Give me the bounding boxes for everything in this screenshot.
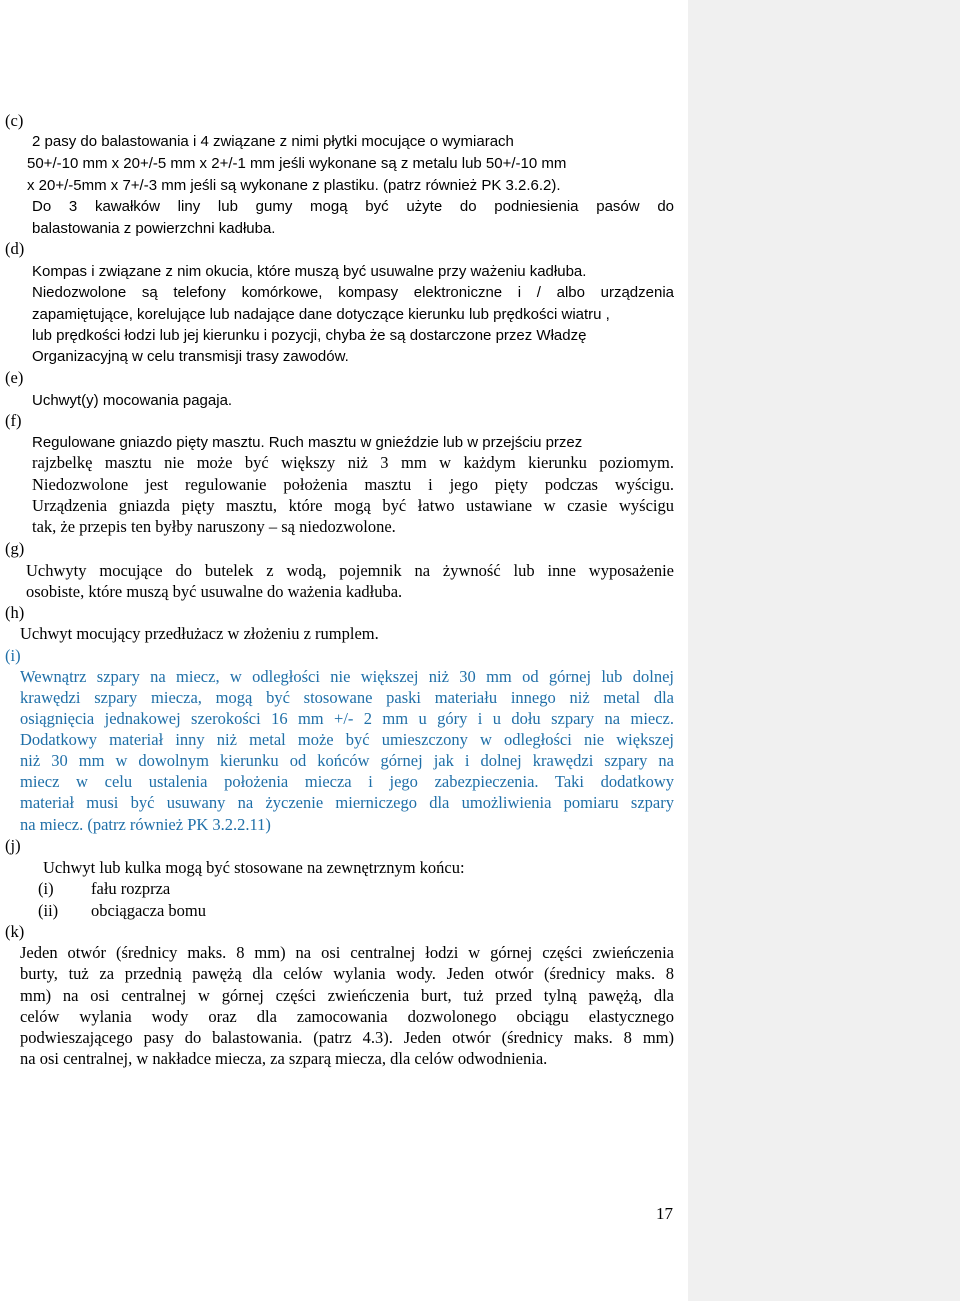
item-label-c: (c) [5,111,24,130]
item-label-i: (i) [5,646,21,665]
item-i-line: Dodatkowy materiał inny niż metal może być umieszczony w odległości nie większej [20,730,674,749]
item-d-line: Kompas i związane z nim okucia, które muszą być usuwalne przy ważeniu kadłuba. [32,263,587,280]
item-i-line: niż 30 mm w dowolnym kierunku od końców górnej jak i dolnej krawędzi szpary na [20,751,674,770]
item-c-line: 50+/-10 mm x 20+/-5 mm x 2+/-1 mm jeśli wykonane są z metalu lub 50+/-10 mm [27,155,567,172]
item-j-intro: Uchwyt lub kulka mogą być stosowane na zewnętrznym końcu: [43,858,465,877]
item-c-line: 2 pasy do balastowania i 4 związane z nimi płytki mocujące o wymiarach [32,133,514,150]
comment-margin-pane [688,0,960,1301]
sub-item-text: obciągacza bomu [91,901,206,920]
item-i-line: Wewnątrz szpary na miecz, w odległości nie większej niż 30 mm od górnej lub dolnej [20,667,674,686]
item-label-d: (d) [5,239,25,258]
item-i-line: osiągnięcia jednakowej szerokości 16 mm +/- 2 mm u góry i u dołu szpary na miecz. [20,709,674,728]
item-f-line: rajzbelkę masztu nie może być większy niż 3 mm w każdym kierunku poziomym. [32,453,674,472]
page-number: 17 [656,1204,673,1223]
item-k-line: mm) na osi centralnej w górnej części zwieńczenia burt, tuż przed tylną pawężą, dla [20,986,674,1005]
item-label-g: (g) [5,539,25,558]
item-i-line: krawędzi szpary miecza, mogą być stosowane paski materiału innego niż metal dla [20,688,674,707]
item-i-line: miecz w celu ustalenia położenia miecza i jego zabezpieczenia. Taki dodatkowy [20,772,674,791]
item-label-k: (k) [5,922,25,941]
item-d-line: Organizacyjną w celu transmisji trasy zawodów. [32,348,349,365]
item-k-line: burty, tuż za przednią pawężą dla celów wylania wody. Jeden otwór (średnicy maks. 8 [20,964,674,983]
item-f-line: tak, że przepis ten byłby naruszony – są niedozwolone. [32,517,396,536]
item-c-line: balastowania z powierzchni kadłuba. [32,220,276,237]
sub-item-number: (i) [38,879,54,898]
item-f-line: Regulowane gniazdo pięty masztu. Ruch masztu w gnieździe lub w przejściu przez [32,434,583,451]
item-label-h: (h) [5,603,25,622]
item-k-line: celów wylania wody oraz dla zamocowania dozwolonego obciągu elastycznego [20,1007,674,1026]
item-label-e: (e) [5,368,24,387]
sub-item-number: (ii) [38,901,59,920]
sub-item-text: fału rozprza [91,879,171,898]
item-i-line: na miecz. (patrz również PK 3.2.2.11) [20,815,271,834]
item-g-line: osobiste, które muszą być usuwalne do ważenia kadłuba. [26,582,403,601]
item-label-j: (j) [5,836,21,855]
item-e-line: Uchwyt(y) mocowania pagaja. [32,392,233,409]
item-d-line: lub prędkości łodzi lub jej kierunku i pozycji, chyba że są dostarczone przez Władzę [32,327,587,344]
item-f-line: Niedozwolone jest regulowanie położenia masztu i jego pięty podczas wyścigu. [32,475,674,494]
item-k-line: na osi centralnej, w nakładce miecza, za szparą miecza, dla celów odwodnienia. [20,1049,548,1068]
item-label-f: (f) [5,411,22,430]
item-k-line: podwieszającego pasy do balastowania. (patrz 4.3). Jeden otwór (średnicy maks. 8 mm) [20,1028,674,1047]
item-d-line: Niedozwolone są telefony komórkowe, kompasy elektroniczne i / albo urządzenia [32,284,674,301]
item-c-line: x 20+/-5mm x 7+/-3 mm jeśli są wykonane z plastiku. (patrz również PK 3.2.6.2). [27,177,561,194]
item-h-line: Uchwyt mocujący przedłużacz w złożeniu z rumplem. [20,624,379,643]
item-k-line: Jeden otwór (średnicy maks. 8 mm) na osi centralnej łodzi w górnej części zwieńczenia [20,943,674,962]
item-d-line: zapamiętujące, korelujące lub nadające dane dotyczące kierunku lub prędkości wiatru , [32,306,610,323]
item-g-line: Uchwyty mocujące do butelek z wodą, pojemnik na żywność lub inne wyposażenie [26,561,674,580]
item-c-line: Do 3 kawałków liny lub gumy mogą być użyte do podniesienia pasów do [32,198,674,215]
item-f-line: Urządzenia gniazda pięty masztu, które mogą być łatwo ustawiane w czasie wyścigu [32,496,674,515]
item-i-line: materiał musi być usuwany na życzenie mierniczego dla umożliwienia pomiaru szpary [20,793,674,812]
